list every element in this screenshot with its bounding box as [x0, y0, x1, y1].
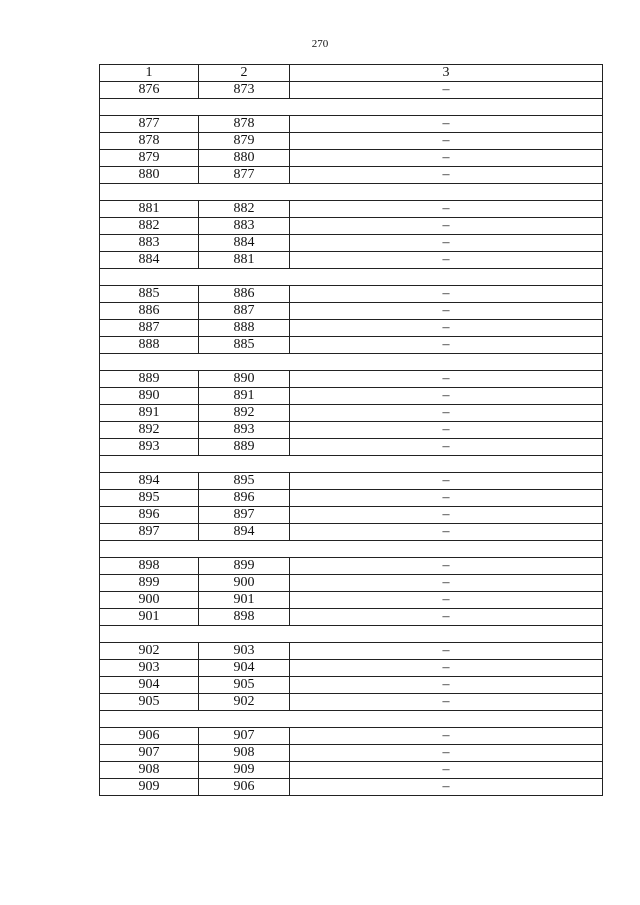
table-cell-col-3: – — [290, 303, 603, 320]
table-cell-col-2: 907 — [199, 728, 290, 745]
table-cell-col-3: – — [290, 660, 603, 677]
table-cell-col-3: – — [290, 728, 603, 745]
table-cell-col-2: 903 — [199, 643, 290, 660]
table-row — [100, 150, 603, 167]
data-table — [99, 64, 603, 796]
table-cell-col-2: 889 — [199, 439, 290, 456]
table-cell-col-1: 877 — [100, 116, 199, 133]
column-header-3: 3 — [290, 65, 603, 82]
table-cell-col-2: 883 — [199, 218, 290, 235]
separator-cell — [100, 541, 603, 558]
table-cell-col-1: 907 — [100, 745, 199, 762]
table-cell-col-1: 876 — [100, 82, 199, 99]
separator-cell — [100, 184, 603, 201]
table-cell-col-3: – — [290, 116, 603, 133]
table-cell-col-1: 878 — [100, 133, 199, 150]
table-cell-col-3: – — [290, 473, 603, 490]
table-row — [100, 745, 603, 762]
table-cell-col-2: 885 — [199, 337, 290, 354]
table-cell-col-1: 899 — [100, 575, 199, 592]
table-cell-col-3: – — [290, 201, 603, 218]
table-cell-col-3: – — [290, 507, 603, 524]
table-row — [100, 167, 603, 184]
table-cell-col-3: – — [290, 643, 603, 660]
table-cell-col-1: 904 — [100, 677, 199, 694]
table-cell-col-1: 905 — [100, 694, 199, 711]
table-row — [100, 490, 603, 507]
table-cell-col-1: 890 — [100, 388, 199, 405]
table-cell-col-3: – — [290, 558, 603, 575]
table-row — [100, 320, 603, 337]
table-row — [100, 694, 603, 711]
table-cell-col-3: – — [290, 235, 603, 252]
table-row — [100, 660, 603, 677]
separator-row — [100, 456, 603, 473]
separator-cell — [100, 456, 603, 473]
table-cell-col-2: 897 — [199, 507, 290, 524]
table-row — [100, 337, 603, 354]
table-cell-col-1: 896 — [100, 507, 199, 524]
table-cell-col-2: 878 — [199, 116, 290, 133]
table-cell-col-2: 882 — [199, 201, 290, 218]
table-cell-col-1: 898 — [100, 558, 199, 575]
table-row — [100, 728, 603, 745]
separator-row — [100, 269, 603, 286]
table-cell-col-3: – — [290, 405, 603, 422]
table-cell-col-1: 892 — [100, 422, 199, 439]
table-cell-col-2: 899 — [199, 558, 290, 575]
table-cell-col-3: – — [290, 745, 603, 762]
separator-cell — [100, 99, 603, 116]
table-cell-col-1: 894 — [100, 473, 199, 490]
table-cell-col-1: 884 — [100, 252, 199, 269]
table-cell-col-3: – — [290, 82, 603, 99]
table-cell-col-3: – — [290, 677, 603, 694]
table-row — [100, 592, 603, 609]
table-cell-col-3: – — [290, 490, 603, 507]
table-cell-col-2: 901 — [199, 592, 290, 609]
table-cell-col-1: 901 — [100, 609, 199, 626]
separator-row — [100, 184, 603, 201]
table-cell-col-3: – — [290, 252, 603, 269]
table-cell-col-1: 881 — [100, 201, 199, 218]
table-row — [100, 422, 603, 439]
table-cell-col-1: 889 — [100, 371, 199, 388]
separator-row — [100, 99, 603, 116]
table-cell-col-1: 902 — [100, 643, 199, 660]
table-cell-col-1: 879 — [100, 150, 199, 167]
table-cell-col-1: 888 — [100, 337, 199, 354]
table-cell-col-3: – — [290, 762, 603, 779]
table-cell-col-3: – — [290, 388, 603, 405]
table-cell-col-3: – — [290, 575, 603, 592]
table-row — [100, 303, 603, 320]
table-cell-col-1: 908 — [100, 762, 199, 779]
table-row — [100, 218, 603, 235]
table-cell-col-2: 904 — [199, 660, 290, 677]
table-cell-col-2: 906 — [199, 779, 290, 796]
separator-row — [100, 711, 603, 728]
table-cell-col-2: 908 — [199, 745, 290, 762]
table-row — [100, 677, 603, 694]
table-cell-col-2: 873 — [199, 82, 290, 99]
table-cell-col-1: 903 — [100, 660, 199, 677]
table-row — [100, 116, 603, 133]
table-row — [100, 405, 603, 422]
table-body — [100, 65, 603, 796]
table-cell-col-3: – — [290, 609, 603, 626]
table-cell-col-3: – — [290, 524, 603, 541]
table-cell-col-2: 893 — [199, 422, 290, 439]
column-header-1: 1 — [100, 65, 199, 82]
table-row — [100, 575, 603, 592]
table-row — [100, 439, 603, 456]
table-cell-col-1: 891 — [100, 405, 199, 422]
table-row — [100, 524, 603, 541]
table-row — [100, 643, 603, 660]
data-table-container — [99, 64, 602, 796]
table-cell-col-3: – — [290, 150, 603, 167]
table-cell-col-2: 900 — [199, 575, 290, 592]
table-cell-col-2: 909 — [199, 762, 290, 779]
table-cell-col-2: 902 — [199, 694, 290, 711]
table-cell-col-2: 877 — [199, 167, 290, 184]
table-cell-col-2: 896 — [199, 490, 290, 507]
table-cell-col-1: 897 — [100, 524, 199, 541]
table-cell-col-2: 892 — [199, 405, 290, 422]
table-cell-col-3: – — [290, 439, 603, 456]
table-cell-col-1: 882 — [100, 218, 199, 235]
separator-cell — [100, 626, 603, 643]
separator-cell — [100, 711, 603, 728]
table-cell-col-1: 906 — [100, 728, 199, 745]
table-cell-col-1: 883 — [100, 235, 199, 252]
table-row — [100, 388, 603, 405]
table-row — [100, 762, 603, 779]
column-header-2: 2 — [199, 65, 290, 82]
table-header-row — [100, 65, 603, 82]
table-cell-col-2: 891 — [199, 388, 290, 405]
table-row — [100, 371, 603, 388]
table-cell-col-2: 895 — [199, 473, 290, 490]
table-row — [100, 473, 603, 490]
table-cell-col-3: – — [290, 167, 603, 184]
table-cell-col-3: – — [290, 371, 603, 388]
table-cell-col-1: 887 — [100, 320, 199, 337]
table-cell-col-1: 895 — [100, 490, 199, 507]
table-cell-col-1: 886 — [100, 303, 199, 320]
table-cell-col-1: 909 — [100, 779, 199, 796]
table-cell-col-3: – — [290, 218, 603, 235]
table-cell-col-3: – — [290, 779, 603, 796]
table-cell-col-3: – — [290, 133, 603, 150]
page-number: 270 — [311, 38, 329, 50]
table-row — [100, 286, 603, 303]
table-cell-col-2: 890 — [199, 371, 290, 388]
table-cell-col-3: – — [290, 422, 603, 439]
table-cell-col-2: 887 — [199, 303, 290, 320]
table-row — [100, 201, 603, 218]
table-cell-col-1: 880 — [100, 167, 199, 184]
table-row — [100, 609, 603, 626]
table-row — [100, 507, 603, 524]
table-cell-col-1: 893 — [100, 439, 199, 456]
table-cell-col-1: 885 — [100, 286, 199, 303]
table-row — [100, 779, 603, 796]
separator-row — [100, 626, 603, 643]
table-cell-col-2: 879 — [199, 133, 290, 150]
table-row — [100, 133, 603, 150]
table-cell-col-2: 884 — [199, 235, 290, 252]
separator-row — [100, 541, 603, 558]
table-cell-col-3: – — [290, 286, 603, 303]
table-cell-col-2: 898 — [199, 609, 290, 626]
separator-row — [100, 354, 603, 371]
table-cell-col-3: – — [290, 694, 603, 711]
table-cell-col-2: 886 — [199, 286, 290, 303]
separator-cell — [100, 354, 603, 371]
table-cell-col-2: 894 — [199, 524, 290, 541]
table-cell-col-2: 888 — [199, 320, 290, 337]
separator-cell — [100, 269, 603, 286]
table-cell-col-2: 880 — [199, 150, 290, 167]
table-cell-col-2: 905 — [199, 677, 290, 694]
table-row — [100, 82, 603, 99]
table-cell-col-1: 900 — [100, 592, 199, 609]
table-row — [100, 235, 603, 252]
table-row — [100, 558, 603, 575]
table-cell-col-3: – — [290, 337, 603, 354]
table-cell-col-3: – — [290, 592, 603, 609]
table-cell-col-2: 881 — [199, 252, 290, 269]
table-cell-col-3: – — [290, 320, 603, 337]
table-row — [100, 252, 603, 269]
